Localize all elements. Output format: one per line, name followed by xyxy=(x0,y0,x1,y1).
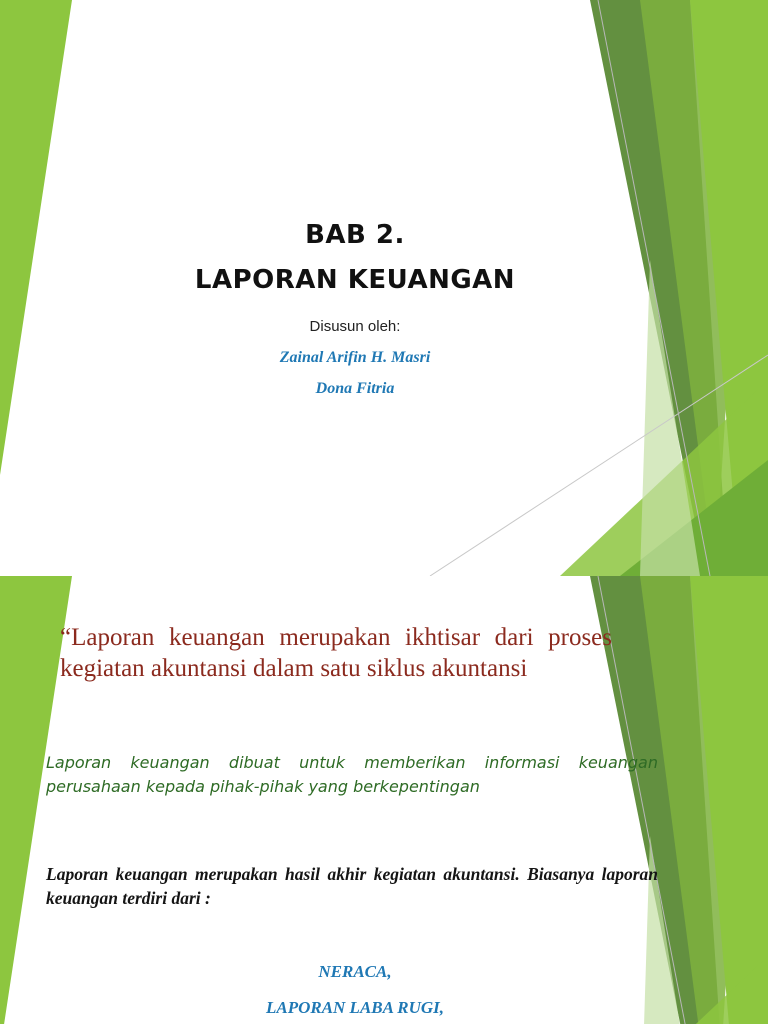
definition-quote: “Laporan keuangan merupakan ikhtisar dari proses kegiatan akuntansi dalam satu siklus akuntansi xyxy=(60,624,612,682)
slide-content xyxy=(0,576,768,1024)
prepared-by-label: Disusun oleh: xyxy=(309,318,401,335)
paragraph-result: Laporan keuangan merupakan hasil akhir kegiatan akuntansi. Biasanya laporan keuangan terdiri dari : xyxy=(46,864,658,908)
author-2: Dona Fitria xyxy=(315,380,395,397)
title-line-2: LAPORAN KEUANGAN xyxy=(194,265,516,295)
author-1: Zainal Arifin H. Masri xyxy=(279,349,431,366)
paragraph-purpose: Laporan keuangan dibuat untuk memberikan informasi keuangan perusahaan kepada pihak-pihak yang berkepentingan xyxy=(46,753,658,796)
list-item-neraca: NERACA, xyxy=(318,962,392,981)
list-item-laba-rugi: LAPORAN LABA RUGI, xyxy=(265,998,445,1017)
title-line-1: BAB 2. xyxy=(305,220,405,250)
